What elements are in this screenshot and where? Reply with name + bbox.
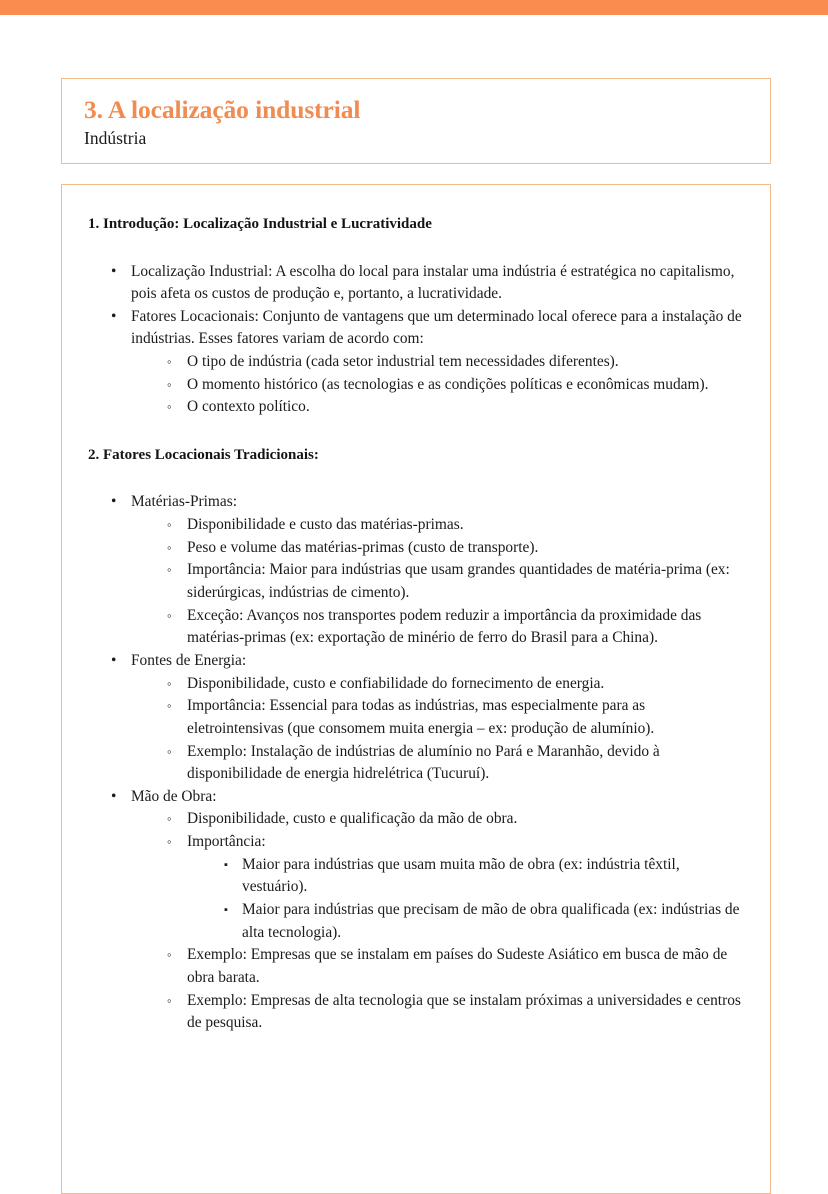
list-item-text: O momento histórico (as tecnologias e as condições políticas e econômicas mudam). [187, 375, 709, 393]
circle-bullet-icon: ◦ [167, 675, 172, 691]
square-bullet-icon: ▪ [224, 904, 228, 917]
list-item-text: Localização Industrial: A escolha do local para instalar uma indústria é estratégica no capitalismo, pois afeta os custos de produção e, portanto, a lucratividade. [131, 262, 735, 303]
list-item [161, 374, 742, 397]
list-item-text: Matérias-Primas: [131, 493, 237, 511]
circle-bullet-icon: ◦ [167, 743, 172, 759]
list-item [161, 695, 742, 740]
list-item [104, 491, 742, 649]
list-item-text: Importância: [187, 833, 266, 851]
bullet-list-level-2 [161, 808, 742, 1034]
list-item [161, 990, 742, 1035]
page-title: 3. A localização industrial [84, 95, 361, 124]
circle-bullet-icon: ◦ [167, 354, 172, 370]
disc-bullet-icon: • [111, 787, 117, 805]
list-item [161, 514, 742, 537]
list-item [161, 537, 742, 560]
list-item-text: Exceção: Avanços nos transportes podem reduzir a importância da proximidade das matérias-primas (ex: exportação de minério de ferro do Brasil para a China). [187, 606, 702, 647]
list-item-text: Mão de Obra: [131, 787, 217, 805]
bullet-list-level-1 [88, 491, 742, 1034]
title-card [61, 78, 771, 164]
list-item [104, 261, 742, 306]
list-item-text: Fontes de Energia: [131, 651, 247, 669]
list-item-text: O contexto político. [187, 398, 310, 416]
content-card [61, 184, 771, 1194]
circle-bullet-icon: ◦ [167, 834, 172, 850]
circle-bullet-icon: ◦ [167, 517, 172, 533]
circle-bullet-icon: ◦ [167, 539, 172, 555]
document-content [88, 215, 742, 1035]
bullet-list-level-1 [88, 261, 742, 419]
list-item-text: Disponibilidade, custo e qualificação da mão de obra. [187, 810, 518, 828]
disc-bullet-icon: • [111, 651, 117, 669]
list-item [161, 831, 742, 944]
circle-bullet-icon: ◦ [167, 811, 172, 827]
list-item-text: Disponibilidade, custo e confiabilidade do fornecimento de energia. [187, 674, 605, 692]
disc-bullet-icon: • [111, 307, 117, 325]
list-item [217, 899, 742, 944]
circle-bullet-icon: ◦ [167, 992, 172, 1008]
list-item-text: O tipo de indústria (cada setor industrial tem necessidades diferentes). [187, 353, 619, 371]
top-accent-bar [0, 0, 828, 15]
circle-bullet-icon: ◦ [167, 399, 172, 415]
page-subtitle: Indústria [84, 127, 147, 148]
list-item [161, 808, 742, 831]
circle-bullet-icon: ◦ [167, 947, 172, 963]
bullet-list-level-2 [161, 514, 742, 650]
list-item-text: Exemplo: Instalação de indústrias de alumínio no Pará e Maranhão, devido à disponibilidade de energia hidrelétrica (Tucuruí). [187, 742, 660, 783]
bullet-list-level-2 [161, 351, 742, 419]
list-item-text: Exemplo: Empresas que se instalam em países do Sudeste Asiático em busca de mão de obra barata. [187, 946, 728, 986]
content-section [88, 215, 742, 419]
list-item-text: Maior para indústrias que usam muita mão de obra (ex: indústria têxtil, vestuário). [242, 855, 680, 896]
list-item-text: Peso e volume das matérias-primas (custo de transporte). [187, 538, 539, 556]
list-item-text: Disponibilidade e custo das matérias-primas. [187, 516, 464, 534]
list-item [161, 351, 742, 374]
list-item-text: Importância: Essencial para todas as indústrias, mas especialmente para as eletrointensivas (que consomem muita energia – ex: produção de alumínio). [187, 697, 655, 737]
document-page [0, 15, 828, 1171]
list-item [104, 650, 742, 786]
list-item [104, 306, 742, 419]
disc-bullet-icon: • [111, 493, 117, 511]
content-section [88, 446, 742, 1035]
spacer [88, 235, 742, 261]
list-item-text: Maior para indústrias que precisam de mão de obra qualificada (ex: indústrias de alta tecnologia). [242, 901, 740, 941]
list-item [161, 673, 742, 696]
circle-bullet-icon: ◦ [167, 376, 172, 392]
section-heading: 1. Introdução: Localização Industrial e Lucratividade [88, 216, 432, 232]
list-item [104, 786, 742, 1035]
section-heading: 2. Fatores Locacionais Tradicionais: [88, 446, 319, 463]
list-item-text: Exemplo: Empresas de alta tecnologia que se instalam próximas a universidades e centros de pesquisa. [187, 991, 741, 1032]
disc-bullet-icon: • [111, 262, 117, 280]
list-item [161, 559, 742, 604]
list-item [161, 605, 742, 650]
circle-bullet-icon: ◦ [167, 562, 172, 578]
list-item [161, 396, 742, 419]
spacer [88, 419, 742, 446]
spacer [88, 465, 742, 491]
list-item-text: Fatores Locacionais: Conjunto de vantagens que um determinado local oferece para a instalação de indústrias. Esses fatores variam de acordo com: [131, 307, 742, 348]
square-bullet-icon: ▪ [224, 858, 228, 871]
list-item [161, 741, 742, 786]
circle-bullet-icon: ◦ [167, 698, 172, 714]
list-item [161, 944, 742, 989]
list-item-text: Importância: Maior para indústrias que usam grandes quantidades de matéria-prima (ex: siderúrgicas, indústrias de cimento). [187, 561, 730, 602]
bullet-list-level-2 [161, 673, 742, 786]
circle-bullet-icon: ◦ [167, 607, 172, 623]
list-item [217, 854, 742, 899]
bullet-list-level-3 [217, 854, 742, 945]
